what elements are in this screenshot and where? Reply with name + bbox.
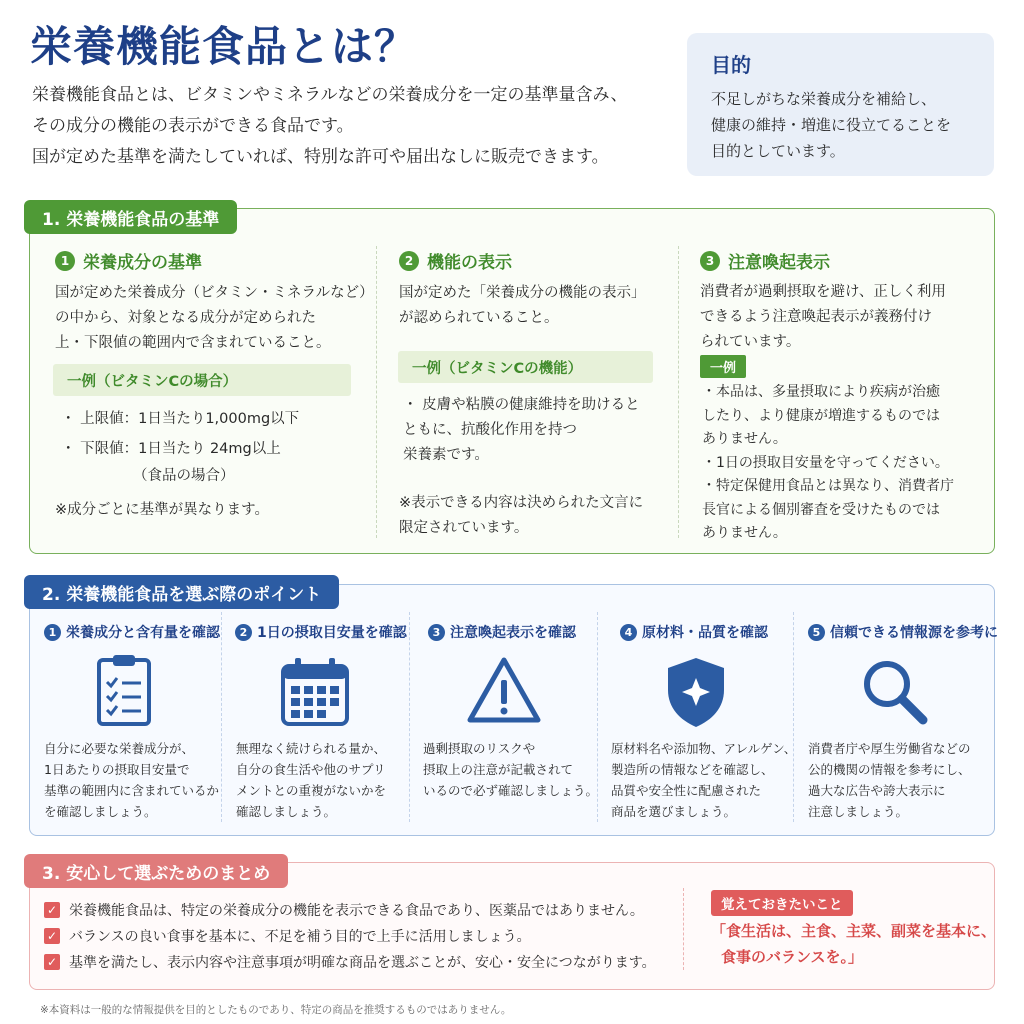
function-display-text	[399, 281, 646, 331]
text-line: 原材料名や添加物、アレルゲン、	[611, 741, 797, 756]
divider	[683, 888, 684, 970]
intro-line: 栄養機能食品とは、ビタミンやミネラルなどの栄養成分を一定の基準量含み、	[32, 85, 628, 105]
caution-display-label: 注意喚起表示	[728, 253, 830, 273]
text-line: いるので必ず確認しましょう。	[423, 783, 599, 798]
text-line: の中から、対象となる成分が定められた	[55, 310, 316, 326]
calendar-icon	[275, 652, 355, 732]
summary-checklist	[44, 897, 656, 975]
text-line: 確認しましょう。	[236, 804, 337, 819]
point-label: 信頼できる情報源を参考に	[830, 625, 998, 641]
text-line: できるよう注意喚起表示が義務付け	[700, 309, 932, 325]
number-badge: 1	[55, 251, 75, 271]
text-line: 栄養素です。	[403, 447, 489, 463]
section-selection-points-tab: 2. 栄養機能食品を選ぶ際のポイント	[24, 575, 339, 609]
point-2-title	[235, 622, 407, 642]
point-4-title	[620, 622, 768, 642]
caution-examples	[702, 381, 954, 546]
text-line: ありません。	[702, 525, 787, 541]
shield-icon	[656, 652, 736, 732]
text-line: ありません。	[702, 431, 787, 447]
checkbox-icon: ✓	[44, 954, 60, 970]
point-label: 注意喚起表示を確認	[450, 625, 576, 641]
text-line: 食事のバランスを。」	[721, 948, 864, 966]
check-item	[44, 897, 656, 923]
standard-nutrient-label: 栄養成分の基準	[83, 253, 202, 273]
remember-text	[711, 918, 996, 970]
standard-nutrient-title	[55, 248, 202, 273]
number-badge: 2	[235, 624, 252, 641]
text-line: 自分に必要な栄養成分が、	[44, 741, 195, 756]
standard-note: ※成分ごとに基準が異なります。	[55, 502, 269, 518]
text-line: ともに、抗酸化作用を持つ	[403, 422, 577, 438]
vitamin-c-function	[403, 393, 640, 468]
page-title: 栄養機能食品とは？	[30, 22, 418, 71]
text-line: 公的機関の情報を参考にし、	[808, 762, 971, 777]
function-note	[399, 491, 643, 541]
text-line: 上・下限値の範囲内で含まれていること。	[55, 335, 331, 351]
example-label: 一例（ビタミンCの機能）	[398, 351, 653, 383]
purpose-line: 目的としています。	[711, 142, 845, 160]
section-summary-tab: 3. 安心して選ぶためのまとめ	[24, 854, 288, 888]
warning-triangle-icon	[464, 652, 544, 732]
text-line: 「食生活は、主食、主菜、副菜を基本に、	[711, 922, 997, 940]
function-display-label: 機能の表示	[427, 253, 512, 273]
example-label: 一例（ビタミンCの場合）	[53, 364, 351, 396]
point-4-text	[611, 738, 796, 822]
number-badge: 3	[428, 624, 445, 641]
text-line: 摂取上の注意が記載されて	[423, 762, 574, 777]
number-badge: 4	[620, 624, 637, 641]
purpose-text	[711, 86, 970, 164]
number-badge: 2	[399, 251, 419, 271]
point-1-text	[44, 738, 219, 822]
text-line: 基準の範囲内に含まれているか	[44, 783, 220, 798]
number-badge: 3	[700, 251, 720, 271]
purpose-line: 不足しがちな栄養成分を補給し、	[711, 90, 937, 108]
checkbox-icon: ✓	[44, 902, 60, 918]
text-line: られています。	[700, 334, 801, 350]
lower-limit: ・ 下限値：1日当たり 24mg以上	[61, 441, 281, 457]
remember-tag: 覚えておきたいこと	[711, 890, 853, 916]
caution-display-text	[700, 280, 946, 355]
section-standards-tab: 1. 栄養機能食品の基準	[24, 200, 237, 234]
text-line: 1日あたりの摂取目安量で	[44, 762, 190, 777]
text-line: 消費者庁や厚生労働省などの	[808, 741, 971, 756]
text-line: ・1日の摂取目安量を守ってください。	[702, 454, 949, 471]
text-line: 品質や安全性に配慮された	[611, 783, 762, 798]
text-line: ※表示できる内容は決められた文言に	[399, 495, 644, 511]
example-tag: 一例	[700, 355, 746, 378]
point-5-title	[808, 622, 998, 642]
text-line: 商品を選びましょう。	[611, 804, 737, 819]
text-line: 消費者が過剰摂取を避け、正しく利用	[700, 284, 946, 300]
purpose-line: 健康の維持・増進に役立てることを	[711, 116, 952, 134]
text-line: 過剰摂取のリスクや	[423, 741, 536, 756]
text-line: 国が定めた栄養成分（ビタミン・ミネラルなど）	[55, 285, 374, 301]
intro-line: その成分の機能の表示ができる食品です。	[32, 116, 354, 136]
divider	[221, 612, 222, 822]
number-badge: 1	[44, 624, 61, 641]
function-display-title	[399, 248, 512, 273]
caution-display-title	[700, 248, 830, 273]
clipboard-checklist-icon	[85, 652, 165, 732]
check-item	[44, 949, 656, 975]
text-line: を確認しましょう。	[44, 804, 157, 819]
point-label: 栄養成分と含有量を確認	[66, 625, 220, 641]
divider	[678, 246, 679, 538]
point-label: 原材料・品質を確認	[642, 625, 768, 641]
check-text: バランスの良い食事を基本に、不足を補う目的で上手に活用しましょう。	[69, 929, 531, 945]
text-line: ・ 皮膚や粘膜の健康維持を助けると	[403, 397, 640, 413]
text-line: ・特定保健用食品とは異なり、消費者庁	[702, 478, 954, 494]
check-text: 基準を満たし、表示内容や注意事項が明確な商品を選ぶことが、安心・安全につながります。	[69, 955, 656, 971]
divider	[409, 612, 410, 822]
lower-limit-note: （食品の場合）	[133, 468, 235, 484]
number-badge: 5	[808, 624, 825, 641]
point-3-text	[423, 738, 598, 801]
text-line: したり、より健康が増進するものでは	[702, 407, 940, 424]
point-5-text	[808, 738, 971, 822]
point-2-text	[236, 738, 386, 822]
text-line: 製造所の情報などを確認し、	[611, 762, 774, 777]
divider	[376, 246, 377, 538]
footer-disclaimer: ※本資料は一般的な情報提供を目的としたものであり、特定の商品を推奨するものではありません。	[40, 1004, 512, 1016]
purpose-title: 目的	[711, 53, 751, 77]
standard-nutrient-text	[55, 281, 374, 356]
vitamin-c-limits	[61, 404, 299, 488]
magnifier-icon	[855, 652, 935, 732]
text-line: 長官による個別審査を受けたものでは	[702, 501, 940, 518]
text-line: メントとの重複がないかを	[236, 783, 387, 798]
point-1-title	[44, 622, 220, 642]
upper-limit: ・ 上限値：1日当たり1,000mg以下	[61, 411, 300, 427]
check-text: 栄養機能食品は、特定の栄養成分の機能を表示できる食品であり、医薬品ではありません。	[69, 903, 644, 919]
text-line: 過大な広告や誇大表示に	[808, 783, 946, 798]
intro-text	[32, 80, 628, 173]
text-line: が認められていること。	[399, 310, 559, 326]
checkbox-icon: ✓	[44, 928, 60, 944]
text-line: 自分の食生活や他のサプリ	[236, 762, 386, 777]
text-line: 無理なく続けられる量か、	[236, 741, 387, 756]
text-line: 限定されています。	[399, 520, 529, 536]
check-item	[44, 923, 656, 949]
text-line: 注意しましょう。	[808, 804, 909, 819]
point-label: 1日の摂取目安量を確認	[257, 625, 407, 641]
intro-line: 国が定めた基準を満たしていれば、特別な許可や届出なしに販売できます。	[32, 147, 609, 167]
text-line: ・本品は、多量摂取により疾病が治癒	[702, 384, 940, 400]
purpose-box	[687, 33, 994, 176]
point-3-title	[428, 622, 576, 642]
text-line: 国が定めた「栄養成分の機能の表示」	[399, 285, 646, 301]
